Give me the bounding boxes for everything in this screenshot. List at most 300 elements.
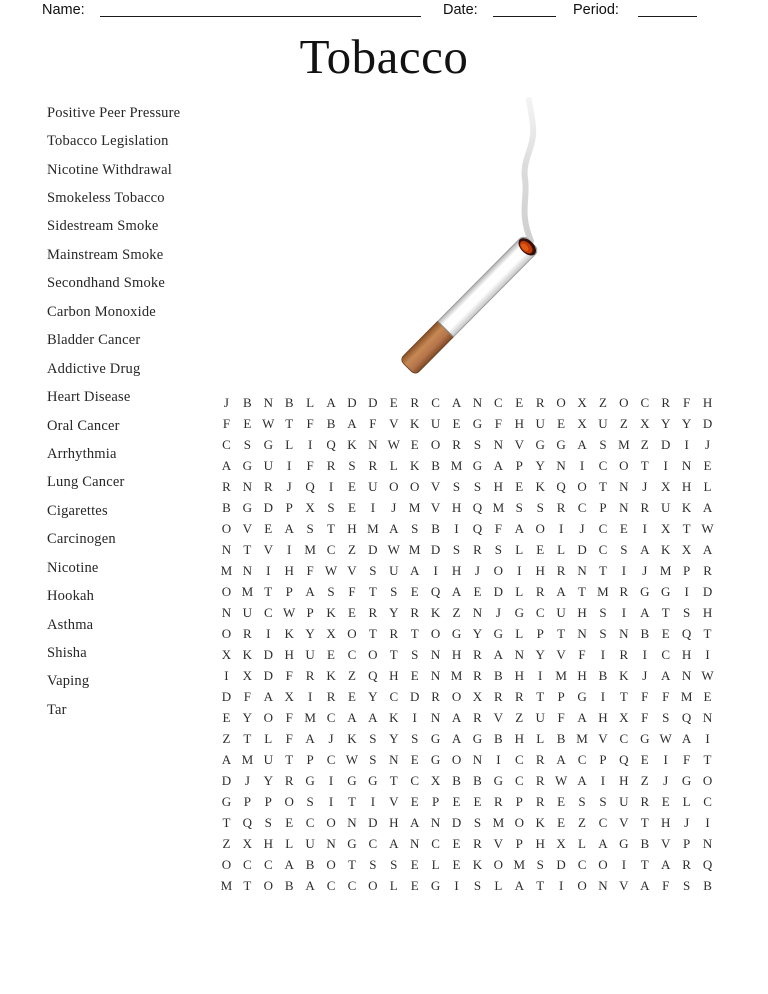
grid-cell: E [347,688,356,704]
grid-cell: O [493,563,504,579]
grid-cell: A [556,751,566,767]
grid-cell: A [493,646,504,662]
grid-cell: K [389,709,399,725]
grid-cell: B [473,772,482,788]
grid-cell: X [472,688,483,704]
grid-cell: S [578,793,586,809]
grid-cell: U [556,605,566,621]
grid-cell: B [326,416,336,432]
grid-cell: N [221,542,232,558]
grid-cell: N [430,646,441,662]
grid-cell: A [389,521,399,537]
grid-cell: U [305,646,315,662]
grid-cell: H [514,667,524,683]
grid-cell: T [557,626,566,642]
grid-cell: Z [640,772,649,788]
grid-cell: O [598,856,608,872]
grid-cell: L [389,458,398,474]
grid-cell: A [702,542,713,558]
grid-cell: P [285,500,293,516]
grid-cell: S [599,793,607,809]
grid-cell: G [430,751,441,767]
grid-cell: O [577,877,587,893]
grid-cell: A [284,856,294,872]
grid-cell: K [242,646,253,662]
grid-cell: O [535,521,545,537]
grid-cell: D [493,584,504,600]
grid-cell: B [598,667,608,683]
grid-cell: B [494,730,503,746]
grid-cell: I [454,521,459,537]
grid-cell: U [389,563,399,579]
grid-cell: M [220,563,233,579]
word-list-item: Secondhand Smoke [47,275,165,292]
grid-cell: U [535,416,545,432]
grid-cell: H [389,814,399,830]
grid-cell: A [221,751,232,767]
grid-cell: M [513,856,526,872]
grid-cell: T [661,605,670,621]
grid-cell: R [535,772,545,788]
grid-cell: T [243,877,252,893]
grid-cell: S [599,437,607,453]
grid-cell: T [536,688,545,704]
grid-cell: C [661,646,671,662]
grid-cell: X [305,500,315,516]
grid-cell: I [370,793,376,809]
grid-cell: E [619,521,628,537]
grid-cell: Z [515,709,524,725]
grid-cell: J [286,479,292,495]
grid-cell: R [556,500,566,516]
grid-cell: X [681,542,692,558]
grid-cell: S [683,605,691,621]
grid-cell: N [577,563,587,579]
grid-cell: S [411,521,419,537]
grid-cell: C [703,793,712,809]
grid-cell: O [493,856,504,872]
grid-cell: W [324,563,338,579]
grid-cell: T [368,584,377,600]
grid-cell: S [662,709,670,725]
grid-cell: I [538,667,543,683]
grid-cell: R [243,626,252,642]
grid-cell: K [326,667,336,683]
grid-cell: A [410,814,420,830]
grid-cell: D [430,542,441,558]
grid-cell: H [681,479,692,495]
grid-cell: T [285,416,294,432]
grid-cell: L [389,877,398,893]
grid-cell: I [663,751,668,767]
grid-cell: Q [472,500,483,516]
grid-cell: M [367,521,379,537]
grid-cell: R [431,688,440,704]
grid-cell: R [410,395,420,411]
grid-cell: Q [619,751,629,767]
grid-cell: N [221,605,232,621]
grid-cell: G [305,772,315,788]
grid-cell: S [348,458,356,474]
grid-cell: Y [535,458,545,474]
grid-cell: O [368,646,378,662]
grid-cell: Q [681,626,692,642]
grid-cell: Y [263,772,273,788]
grid-cell: W [387,542,400,558]
grid-cell: S [327,500,335,516]
grid-cell: O [347,626,357,642]
page-title: Tobacco [299,29,469,84]
grid-cell: E [473,584,482,600]
grid-cell: C [263,856,273,872]
grid-cell: I [621,856,627,872]
grid-cell: G [619,835,629,851]
grid-cell: M [576,730,588,746]
grid-cell: Q [368,667,378,683]
grid-cell: K [347,437,357,453]
grid-cell: I [307,437,313,453]
grid-cell: C [577,751,587,767]
grid-cell: C [494,395,503,411]
grid-cell: Q [242,814,253,830]
grid-cell: B [431,458,440,474]
grid-cell: L [285,835,294,851]
grid-cell: E [410,584,419,600]
grid-cell: L [682,793,691,809]
grid-cell: T [243,730,252,746]
grid-cell: N [493,437,504,453]
grid-cell: H [702,395,713,411]
grid-cell: J [579,521,585,537]
grid-cell: V [619,877,629,893]
word-list [47,99,180,725]
grid-cell: R [473,646,482,662]
grid-cell: X [661,479,671,495]
grid-cell: J [223,395,229,411]
grid-cell: F [662,877,670,893]
grid-cell: H [681,646,692,662]
grid-cell: V [598,730,608,746]
grid-cell: G [514,605,524,621]
grid-cell: S [369,563,377,579]
grid-cell: K [472,856,483,872]
grid-cell: V [514,437,524,453]
grid-cell: K [681,500,692,516]
grid-cell: A [347,416,357,432]
grid-cell: U [535,709,545,725]
grid-cell: H [451,500,462,516]
word-list-item: Oral Cancer [47,417,120,434]
grid-cell: D [451,814,462,830]
grid-cell: I [705,646,710,662]
wordsearch-grid [216,393,718,896]
grid-cell: S [683,877,691,893]
word-list-item: Arrhythmia [47,445,117,462]
grid-cell: I [600,688,606,704]
grid-cell: I [600,772,606,788]
grid-cell: A [514,521,524,537]
grid-cell: S [369,730,377,746]
grid-cell: G [347,835,357,851]
grid-cell: O [451,751,462,767]
grid-cell: P [306,751,314,767]
grid-cell: S [473,877,482,893]
grid-cell: L [515,584,524,600]
word-list-item: Vaping [47,673,90,690]
grid-cell: M [408,500,421,516]
grid-cell: P [264,793,272,809]
grid-cell: O [451,688,462,704]
grid-cell: A [577,437,587,453]
grid-cell: A [347,709,357,725]
grid-cell: I [287,458,292,474]
grid-cell: R [640,793,650,809]
grid-cell: N [556,458,566,474]
grid-cell: B [494,667,503,683]
grid-cell: S [515,500,523,516]
grid-cell: C [243,856,252,872]
grid-cell: F [285,667,293,683]
grid-cell: F [578,646,586,662]
grid-cell: C [514,772,524,788]
grid-cell: I [224,667,229,683]
grid-cell: C [431,395,440,411]
grid-cell: X [619,709,629,725]
grid-cell: H [577,605,587,621]
grid-cell: M [241,751,254,767]
grid-cell: D [263,667,273,683]
grid-cell: I [642,646,647,662]
grid-cell: J [495,605,501,621]
word-list-item: Tar [47,701,67,718]
grid-cell: A [702,500,713,516]
grid-cell: N [368,437,378,453]
grid-cell: E [389,395,398,411]
grid-cell: A [681,730,692,746]
grid-cell: X [242,667,253,683]
grid-cell: R [473,667,482,683]
grid-cell: R [535,751,545,767]
grid-cell: F [683,751,691,767]
grid-cell: T [536,877,545,893]
grid-cell: O [221,856,232,872]
grid-cell: N [389,751,399,767]
grid-cell: A [451,584,462,600]
date-blank-line [493,16,556,17]
grid-cell: I [412,709,417,725]
grid-cell: C [326,709,336,725]
grid-cell: N [263,395,273,411]
grid-cell: W [554,772,568,788]
grid-cell: C [598,458,608,474]
grid-cell: O [389,479,399,495]
grid-cell: A [410,563,420,579]
grid-cell: G [472,458,483,474]
grid-cell: C [347,646,357,662]
grid-cell: N [681,667,692,683]
grid-cell: J [642,667,648,683]
grid-cell: S [243,437,251,453]
grid-cell: C [514,751,524,767]
date-label: Date: [443,2,478,18]
grid-cell: O [702,772,713,788]
grid-cell: M [555,667,567,683]
grid-cell: D [702,584,713,600]
grid-cell: J [642,563,648,579]
grid-cell: P [557,688,565,704]
grid-cell: E [557,793,566,809]
word-list-item: Addictive Drug [47,360,141,377]
grid-cell: E [640,751,649,767]
grid-cell: G [221,793,232,809]
grid-cell: M [408,542,421,558]
grid-cell: M [304,542,316,558]
grid-cell: N [619,626,629,642]
grid-cell: A [493,458,504,474]
grid-cell: R [682,856,691,872]
grid-cell: P [243,793,251,809]
grid-cell: A [640,542,650,558]
grid-cell: Q [556,479,566,495]
grid-cell: E [557,416,566,432]
word-list-item: Nicotine Withdrawal [47,161,172,178]
grid-cell: L [515,626,524,642]
grid-cell: C [368,835,378,851]
grid-cell: I [307,688,313,704]
grid-cell: I [266,626,271,642]
grid-cell: E [703,688,712,704]
grid-cell: H [514,416,524,432]
grid-cell: E [264,521,273,537]
grid-cell: F [662,688,670,704]
grid-cell: P [515,835,523,851]
grid-cell: G [368,772,378,788]
grid-cell: T [243,542,252,558]
grid-cell: A [556,584,566,600]
grid-cell: R [305,667,315,683]
grid-cell: I [328,772,334,788]
grid-cell: D [263,500,273,516]
grid-cell: I [433,563,438,579]
word-list-item: Heart Disease [47,389,131,406]
grid-cell: T [347,793,356,809]
grid-cell: A [263,688,273,704]
grid-cell: F [306,416,314,432]
grid-cell: A [661,667,671,683]
grid-cell: G [430,730,441,746]
grid-cell: I [621,563,627,579]
grid-cell: A [451,395,462,411]
grid-cell: H [535,835,545,851]
grid-cell: E [410,437,419,453]
grid-cell: H [702,605,713,621]
grid-cell: X [326,626,336,642]
grid-cell: I [642,521,647,537]
grid-cell: B [222,500,231,516]
grid-cell: S [306,521,314,537]
grid-cell: R [326,688,336,704]
grid-cell: Q [430,584,441,600]
grid-cell: Q [702,856,713,872]
grid-cell: E [410,793,419,809]
grid-cell: A [326,395,336,411]
grid-cell: M [597,584,609,600]
grid-cell: A [640,605,650,621]
word-list-item: Lung Cancer [47,474,125,491]
grid-cell: E [327,646,335,662]
grid-cell: W [387,437,400,453]
grid-cell: M [492,500,505,516]
grid-cell: O [619,458,629,474]
grid-cell: J [642,479,648,495]
grid-cell: T [389,772,398,788]
grid-cell: V [389,793,399,809]
grid-cell: C [326,877,336,893]
grid-cell: C [598,521,608,537]
grid-cell: N [619,500,629,516]
grid-cell: W [283,605,296,621]
grid-cell: G [242,500,253,516]
grid-cell: R [514,688,524,704]
grid-cell: H [493,479,504,495]
grid-cell: D [221,688,232,704]
grid-cell: R [389,626,399,642]
grid-cell: C [347,877,357,893]
grid-cell: V [493,835,504,851]
grid-cell: Y [389,730,399,746]
grid-cell: F [306,458,314,474]
grid-cell: R [640,500,650,516]
grid-cell: R [535,793,545,809]
grid-cell: G [661,584,671,600]
grid-cell: B [452,772,461,788]
grid-cell: R [661,395,671,411]
grid-cell: K [619,667,629,683]
grid-cell: I [600,646,606,662]
grid-cell: U [263,458,273,474]
grid-cell: P [515,458,523,474]
grid-cell: S [599,626,607,642]
grid-cell: E [452,416,461,432]
grid-cell: E [536,542,545,558]
grid-cell: I [705,814,710,830]
cigarette [400,234,540,375]
grid-cell: E [473,793,482,809]
word-list-item: Sidestream Smoke [47,218,159,235]
grid-cell: C [389,688,399,704]
grid-cell: D [263,646,273,662]
grid-cell: S [620,542,628,558]
grid-cell: I [705,730,710,746]
grid-cell: Y [661,416,671,432]
grid-cell: L [703,479,712,495]
grid-cell: S [264,814,272,830]
grid-cell: R [263,479,273,495]
grid-cell: O [619,395,629,411]
grid-cell: J [391,500,397,516]
grid-cell: J [244,772,250,788]
grid-cell: V [430,500,441,516]
grid-cell: S [599,605,607,621]
grid-cell: R [473,542,482,558]
grid-cell: O [556,395,566,411]
grid-cell: I [328,479,334,495]
grid-cell: T [682,521,691,537]
grid-cell: P [515,793,523,809]
grid-cell: C [577,500,587,516]
grid-cell: O [430,626,441,642]
grid-cell: U [598,416,608,432]
